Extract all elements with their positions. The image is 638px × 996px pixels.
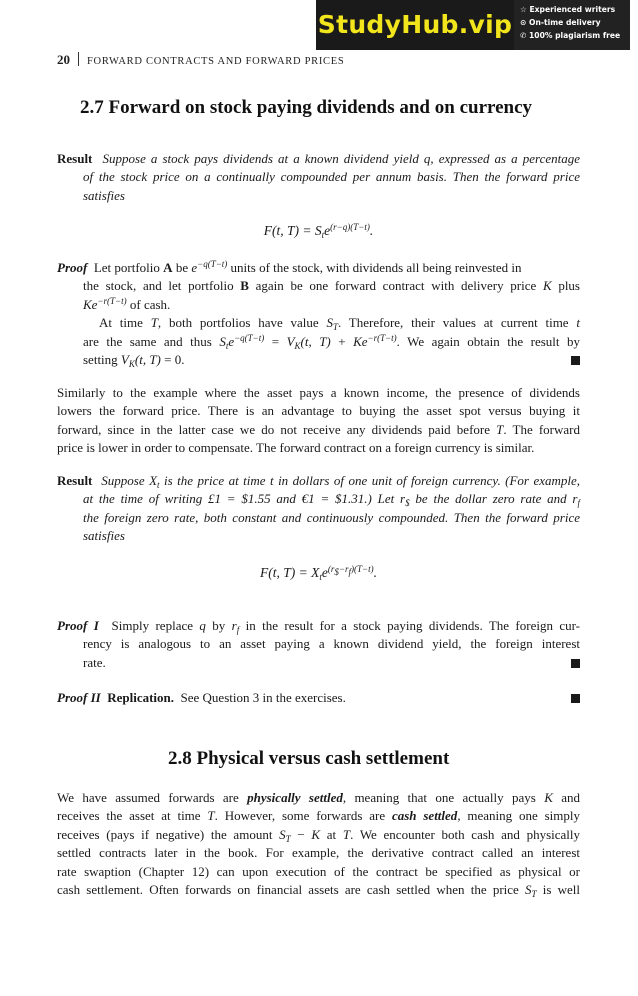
- watermark-feature: ⊙ On-time delivery: [520, 18, 601, 27]
- paragraph-dividends: Similarly to the example where the asset pays a known income, the presence of dividends lowers the forward price. There is an advantage to buying the asset spot versus buying it forward, since in the latter case we do not receive any dividends paid before T. The forward price is lower in order to compensate. The forward contract on a foreign currency is similar.: [57, 385, 580, 456]
- watermark-logo: StudyHub.vip: [316, 0, 514, 50]
- section-heading-2-8: 2.8 Physical versus cash settlement: [168, 748, 450, 769]
- result-dividend-yield: Result Suppose a stock pays dividends at a known dividend yield q, expressed as a percentage of the stock price on a continually compounded per annum basis. Then the forward price satisfies: [57, 151, 581, 203]
- section-heading-2-7: 2.7 Forward on stock paying dividends and on currency: [80, 97, 533, 118]
- running-header: [57, 51, 587, 71]
- qed-mark: [571, 659, 580, 668]
- qed-mark: [571, 356, 580, 365]
- watermark-feature: ✆ 100% plagiarism free: [520, 31, 621, 40]
- proof-ii-currency: Proof II Replication. See Question 3 in the exercises.: [57, 689, 580, 707]
- page-number: 20: [57, 52, 70, 67]
- proof-i-currency: Proof I Simply replace q by $r_f$ in the result for a stock paying dividends. The foreign cur- rency is analogous to an asset paying a known dividend yield, the foreign interest rate.: [57, 618, 581, 670]
- watermark-banner: [316, 0, 630, 50]
- paragraph-settlement: We have assumed forwards are physically settled, meaning that one actually pays K and receives the asset at time T. However, some forwards are cash settled, meaning one simply receives (pays if negative) the amount $S_T - K$ at T. We encounter both cash and physically settled contracts later in the book. For example, the derivative contract called an interest rate swaption (Chapter 12) can upon execution of the contract be specified as physical or cash settlement. Often forwards on financial assets are cash settled when the price $S_T$ is well: [57, 790, 581, 899]
- watermark-feature: ☆ Experienced writers: [520, 5, 616, 14]
- result-currency: Result Suppose $X_t$ is the price at time t in dollars of one unit of foreign currency. (For example, at the time of writing £1 = $1.55 and €1 = $1.31.) Let $r_{\$}$ be the dollar zero rate and $r_f$ the foreign zero rate, both constant and continuously compounded. Then the forward price satisfies: [57, 473, 581, 544]
- watermark-features: [514, 0, 630, 50]
- qed-mark: [571, 694, 580, 703]
- proof-dividend-yield: Proof Let portfolio A be $e^{-q(T-t)}$ units of the stock, with dividends all being reinvested in the stock, and let portfolio B again be one forward contract with delivery price K plus $Ke^{-r(T-t)}$ of cash. At time T, both portfolios have value $S_T$. Therefore, their values at current time t are the same and thus $S_te^{-q(T-t)} = V_K(t$, $T) + Ke^{-r(T-t)}$. We again obtain the result by setting $V_K(t$, T) = 0.: [57, 259, 580, 369]
- equation-dividend-forward: F(t, $T) = S_te^{(r-q)(T-t)}$.: [263, 222, 374, 240]
- equation-currency-forward: F(t, $T) = X_te^{(r_{\$}-r_f)(T-t)}$.: [260, 564, 377, 582]
- running-title: FORWARD CONTRACTS AND FORWARD PRICES: [87, 56, 345, 67]
